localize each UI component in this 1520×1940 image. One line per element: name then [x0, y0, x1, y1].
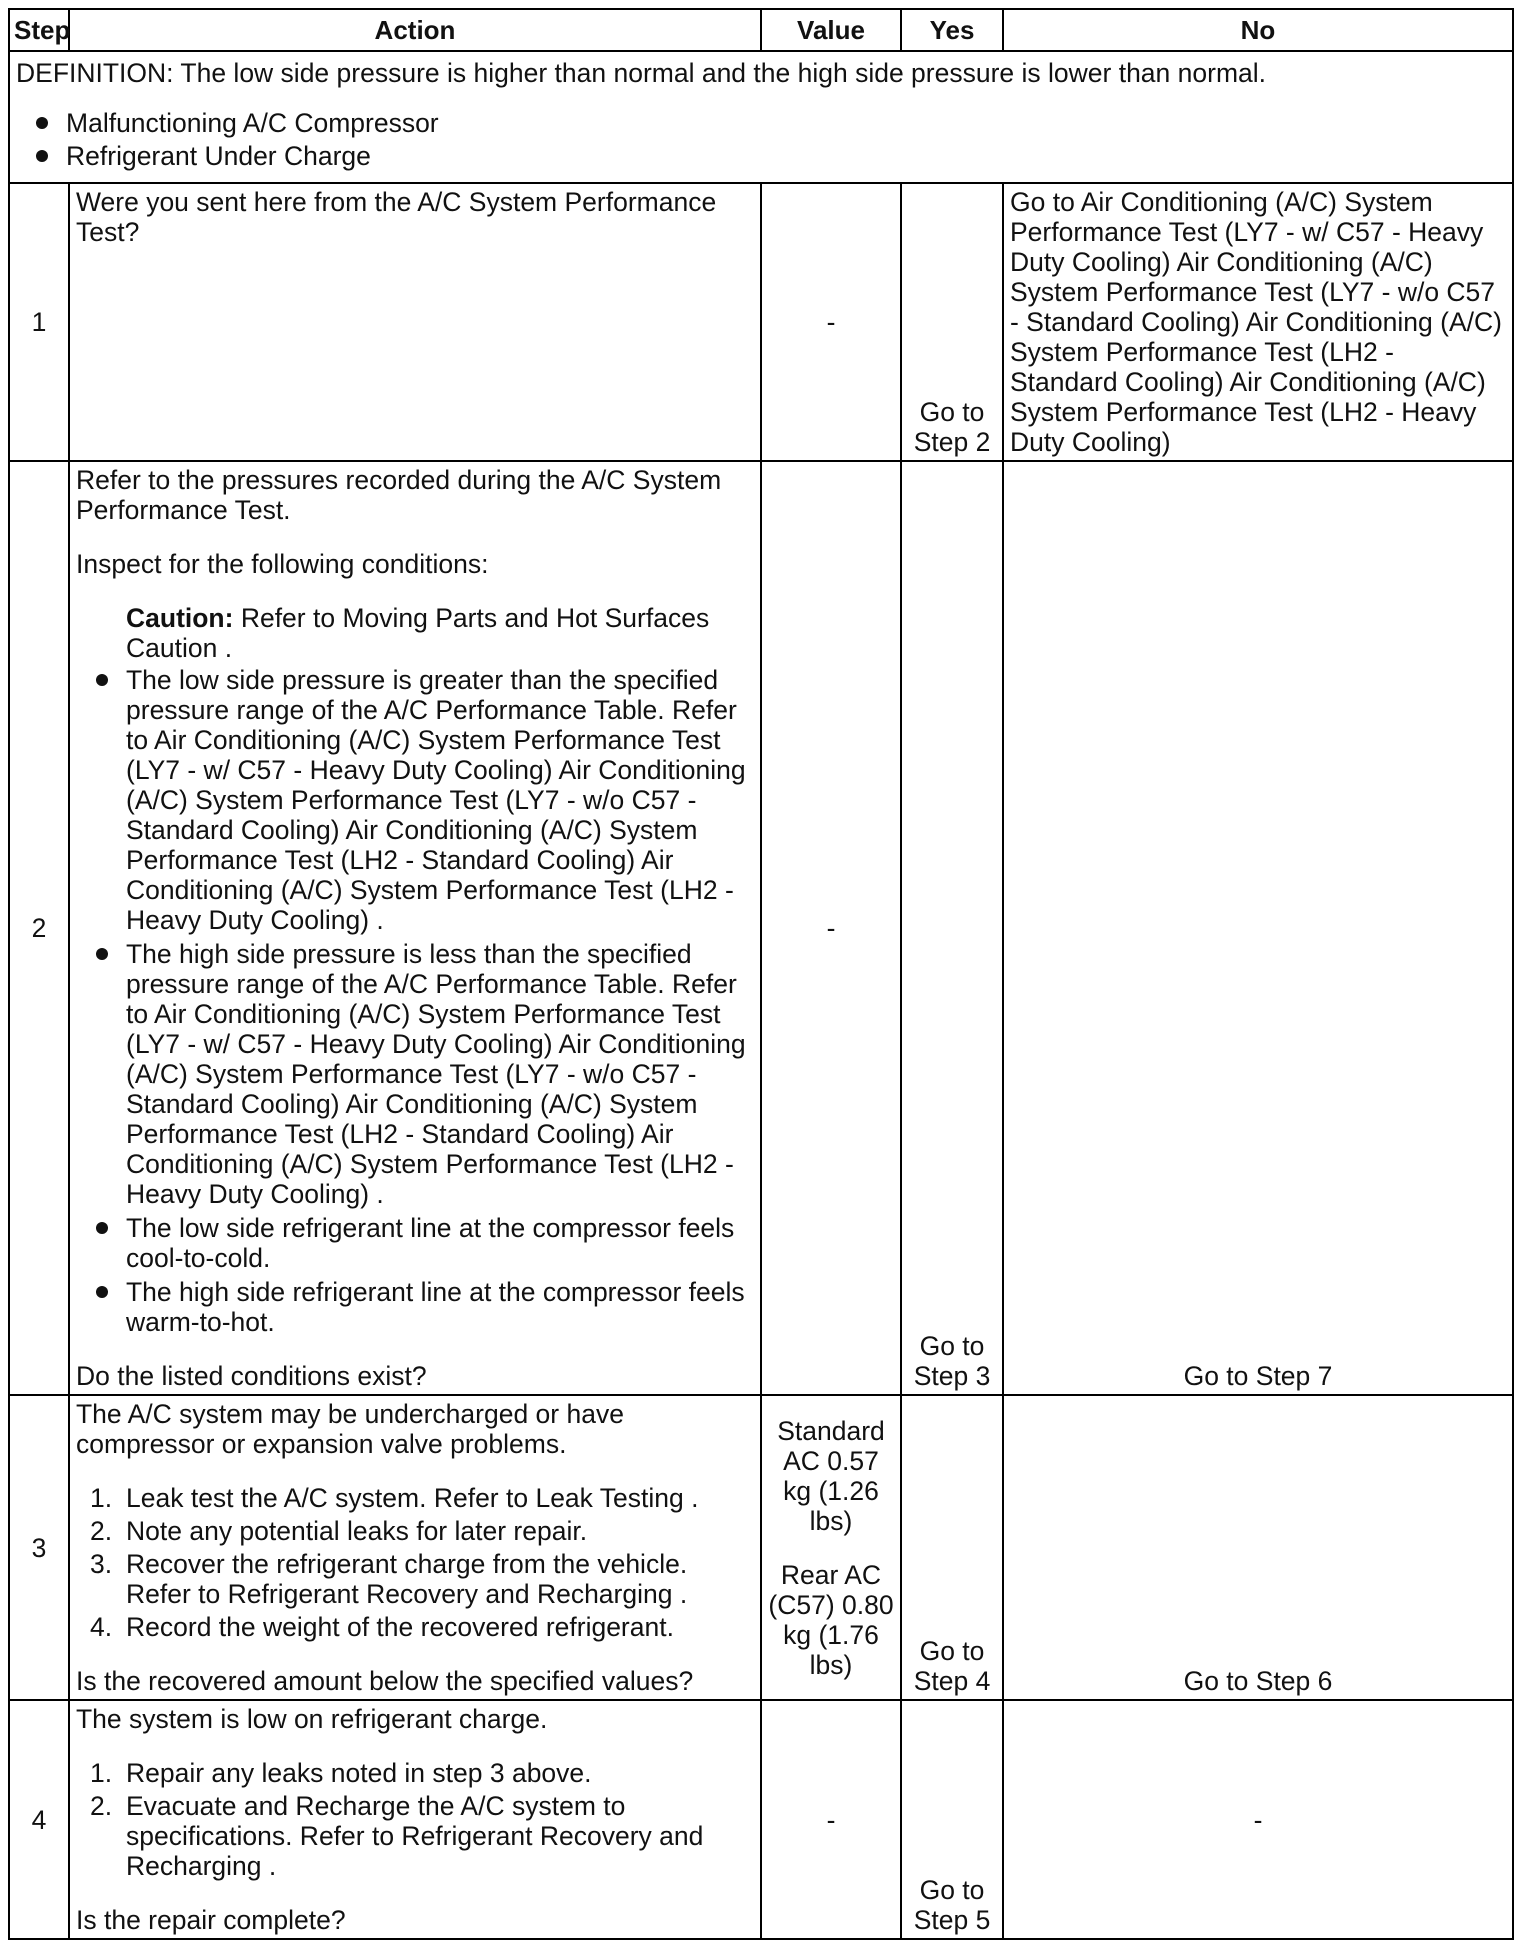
- definition-bullets: [16, 108, 1506, 171]
- action-question: Do the listed conditions exist?: [76, 1361, 427, 1391]
- value-rear: Rear AC (C57) 0.80 kg (1.76 lbs): [768, 1559, 894, 1680]
- condition-list: [76, 665, 754, 1337]
- definition-row: [9, 51, 1513, 183]
- action-intro: Inspect for the following conditions:: [76, 549, 489, 579]
- action-cell: [69, 1700, 761, 1939]
- step-number: 2: [9, 461, 69, 1395]
- action-cell: [69, 183, 761, 461]
- header-step: Step: [9, 9, 69, 51]
- action-cell: [69, 1395, 761, 1700]
- step-number: 4: [9, 1700, 69, 1939]
- action-intro: Refer to the pressures recorded during the A/C System Performance Test.: [76, 465, 722, 525]
- no-cell: Go to Air Conditioning (A/C) System Performance Test (LY7 - w/ C57 - Heavy Duty Cooling) Air Conditioning (A/C) System Performance Test (LY7 - w/o C57 - Standard Cooling) Air Conditioning (A/C) System Performance Test (LH2 - Standard Cooling) Air Conditioning (A/C) System Performance Test (LH2 - Heavy Duty Cooling): [1003, 183, 1513, 461]
- header-yes: Yes: [901, 9, 1003, 51]
- caution-label: Caution:: [126, 603, 234, 633]
- value-standard: Standard AC 0.57 kg (1.26 lbs): [777, 1415, 885, 1536]
- action-intro: The A/C system may be undercharged or have compressor or expansion valve problems.: [76, 1399, 624, 1459]
- definition-bullet: Malfunctioning A/C Compressor: [16, 108, 1506, 138]
- procedure-list: [76, 1483, 754, 1642]
- value-cell: [761, 1395, 901, 1700]
- procedure-step: 1. Leak test the A/C system. Refer to Leak Testing .: [90, 1483, 699, 1513]
- action-text: Were you sent here from the A/C System Performance Test?: [76, 187, 717, 247]
- step-number: 1: [9, 183, 69, 461]
- condition-item: The high side pressure is less than the specified pressure range of the A/C Performance Table. Refer to Air Conditioning (A/C) System Performance Test (LY7 - w/ C57 - Heavy Duty Cooling) Air Conditioning (A/C) System Performance Test (LY7 - w/o C57 - Standard Cooling) Air Conditioning (A/C) System Performance Test (LH2 - Standard Cooling) Air Conditioning (A/C) System Performance Test (LH2 - Heavy Duty Cooling) .: [76, 939, 754, 1209]
- condition-item: The low side refrigerant line at the compressor feels cool-to-cold.: [76, 1213, 754, 1273]
- header-no: No: [1003, 9, 1513, 51]
- yes-cell: Go to Step 3: [901, 461, 1003, 1395]
- action-intro: The system is low on refrigerant charge.: [76, 1704, 548, 1734]
- header-action: Action: [69, 9, 761, 51]
- no-cell: Go to Step 7: [1003, 461, 1513, 1395]
- procedure-list: [76, 1758, 754, 1881]
- no-cell: Go to Step 6: [1003, 1395, 1513, 1700]
- action-cell: [69, 461, 761, 1395]
- condition-item: The low side pressure is greater than the specified pressure range of the A/C Performance Table. Refer to Air Conditioning (A/C) System Performance Test (LY7 - w/ C57 - Heavy Duty Cooling) Air Conditioning (A/C) System Performance Test (LY7 - w/o C57 - Standard Cooling) Air Conditioning (A/C) System Performance Test (LH2 - Standard Cooling) Air Conditioning (A/C) System Performance Test (LH2 - Heavy Duty Cooling) .: [76, 665, 754, 935]
- definition-bullet: Refrigerant Under Charge: [16, 141, 1506, 171]
- procedure-step: 2. Evacuate and Recharge the A/C system to specifications. Refer to Refrigerant Recovery and Recharging .: [90, 1791, 704, 1881]
- value-cell: -: [761, 1700, 901, 1939]
- caution-text: Refer to Moving Parts and Hot Surfaces Caution .: [126, 603, 710, 663]
- action-question: Is the repair complete?: [76, 1905, 346, 1935]
- definition-cell: [9, 51, 1513, 183]
- step-row-3: [9, 1395, 1513, 1700]
- header-value: Value: [761, 9, 901, 51]
- procedure-step: 4. Record the weight of the recovered refrigerant.: [90, 1612, 674, 1642]
- procedure-step: 1. Repair any leaks noted in step 3 above.: [90, 1758, 592, 1788]
- no-cell: -: [1003, 1700, 1513, 1939]
- step-row-4: [9, 1700, 1513, 1939]
- yes-cell: Go to Step 4: [901, 1395, 1003, 1700]
- action-question: Is the recovered amount below the specified values?: [76, 1666, 694, 1696]
- definition-text: DEFINITION: The low side pressure is higher than normal and the high side pressure is lower than normal.: [16, 58, 1267, 88]
- procedure-step: 3. Recover the refrigerant charge from the vehicle. Refer to Refrigerant Recovery and Recharging .: [90, 1549, 688, 1609]
- step-row-1: [9, 183, 1513, 461]
- step-row-2: [9, 461, 1513, 1395]
- caution-note: [76, 603, 754, 663]
- yes-cell: Go to Step 5: [901, 1700, 1003, 1939]
- yes-cell: Go to Step 2: [901, 183, 1003, 461]
- step-number: 3: [9, 1395, 69, 1700]
- header-row: [9, 9, 1513, 51]
- procedure-step: 2. Note any potential leaks for later repair.: [90, 1516, 588, 1546]
- value-cell: -: [761, 461, 901, 1395]
- value-cell: -: [761, 183, 901, 461]
- diagnostic-table: [8, 8, 1514, 1940]
- condition-item: The high side refrigerant line at the compressor feels warm-to-hot.: [76, 1277, 754, 1337]
